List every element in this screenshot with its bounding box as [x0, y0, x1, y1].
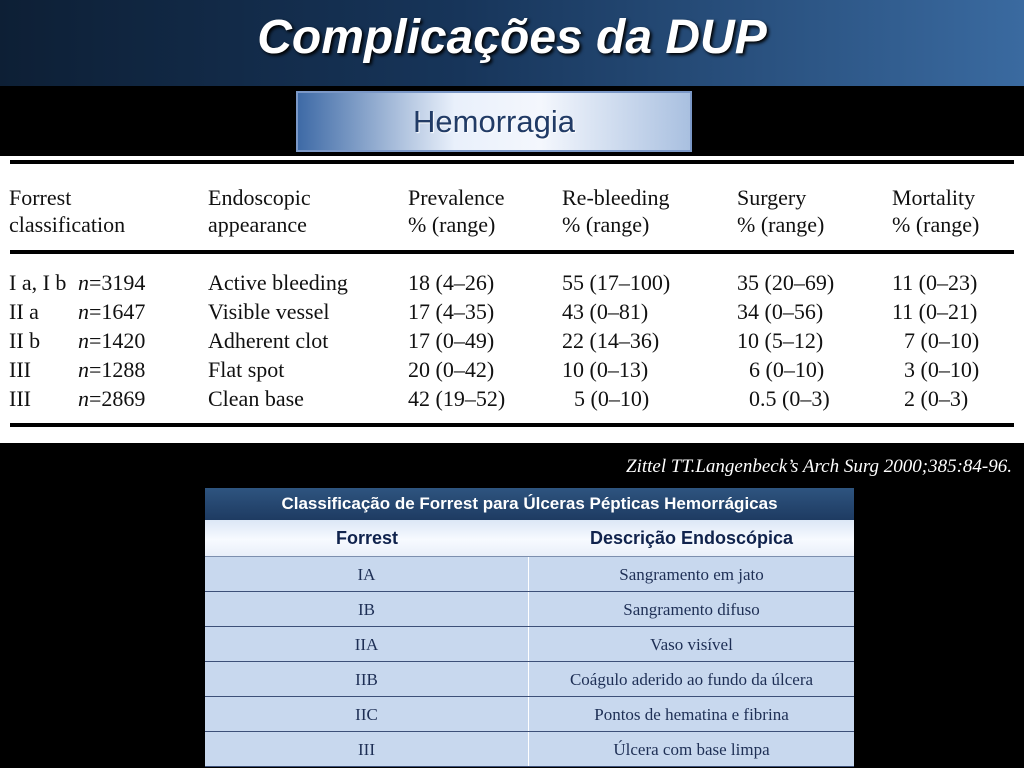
table-row: IIA Vaso visível: [205, 627, 854, 662]
table-row: II a n=1647 Visible vessel 17 (4–35) 43 (0–81) 34 (0–56) 11 (0–21): [9, 299, 978, 324]
citation: Zittel TT.Langenbeck’s Arch Surg 2000;385:84-96.: [626, 456, 1012, 477]
table-row: III n=1288 Flat spot 20 (0–42) 10 (0–13) 6 (0–10) 3 (0–10): [9, 357, 980, 382]
table-row: IA Sangramento em jato: [205, 557, 854, 592]
slide-title: Complicações da DUP: [257, 11, 767, 64]
table-row: IB Sangramento difuso: [205, 592, 854, 627]
column-header-descricao: Descrição Endoscópica: [589, 528, 794, 548]
header-rule: [10, 250, 1014, 254]
table-row: III Úlcera com base limpa: [205, 732, 854, 767]
study-table: [0, 156, 1024, 443]
header-endoscopic-appearance: Endoscopic appearance: [208, 185, 311, 237]
bottom-rule: [10, 423, 1014, 427]
table-row: I a, I b n=3194 Active bleeding 18 (4–26) 55 (17–100) 35 (20–69) 11 (0–23): [9, 270, 978, 295]
top-rule: [10, 160, 1014, 164]
table-row: IIB Coágulo aderido ao fundo da úlcera: [205, 662, 854, 697]
header-mortality: Mortality % (range): [892, 185, 980, 237]
column-header-forrest: Forrest: [335, 528, 398, 548]
table-row: III n=2869 Clean base 42 (19–52) 5 (0–10) 0.5 (0–3) 2 (0–3): [9, 386, 969, 411]
table-row: IIC Pontos de hematina e fibrina: [205, 697, 854, 732]
forrest-table-header: [205, 520, 854, 557]
forrest-table-title: Classificação de Forrest para Úlceras Pépticas Hemorrágicas: [205, 488, 854, 520]
header-rebleeding: Re-bleeding % (range): [562, 185, 670, 237]
header-surgery: Surgery % (range): [737, 185, 825, 237]
header-prevalence: Prevalence % (range): [408, 185, 505, 237]
table-row: II b n=1420 Adherent clot 17 (0–49) 22 (14–36) 10 (5–12) 7 (0–10): [9, 328, 980, 353]
forrest-classification-table: [205, 488, 854, 768]
subtitle-box: Hemorragia: [296, 91, 692, 152]
header-forrest-classification: Forrest classification: [9, 185, 126, 237]
